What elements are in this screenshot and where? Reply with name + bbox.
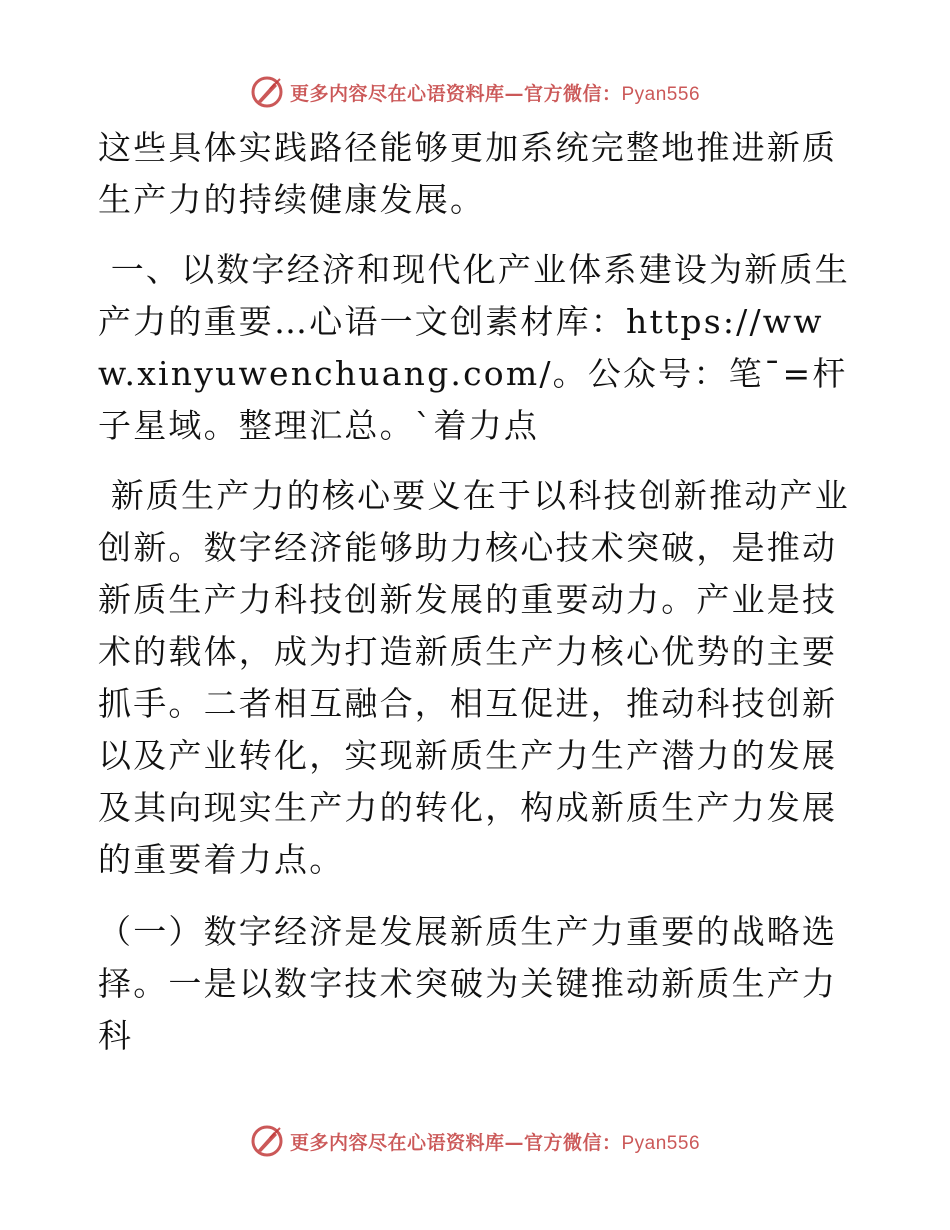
- watermark-text: 更多内容尽在心语资料库—官方微信：Pyan556: [289, 82, 701, 105]
- section-heading-1: 一、以数字经济和现代化产业体系建设为新质生产力的重要…心语一文创素材库：https://www.xinyuwenchuang.com/。公众号：笔¯=杆子星域。整理汇总。`着力点: [98, 250, 850, 445]
- feather-pen-logo-icon: [250, 1124, 284, 1158]
- watermark-wechat-id: Pyan556: [621, 1132, 701, 1154]
- watermark-header: [0, 72, 950, 112]
- paragraph-intro: 这些具体实践路径能够更加系统完整地推进新质生产力的持续健康发展。: [98, 128, 838, 219]
- watermark-wechat-id: Pyan556: [621, 83, 701, 105]
- watermark-text: 更多内容尽在心语资料库—官方微信：Pyan556: [289, 1131, 701, 1154]
- paragraph-body: 新质生产力的核心要义在于以科技创新推动产业创新。数字经济能够助力核心技术突破，是推动新质生产力科技创新发展的重要动力。产业是技术的载体，成为打造新质生产力核心优势的主要抓手。二者相互融合，相互促进，推动科技创新以及产业转化，实现新质生产力生产潜力的发展及其向现实生产力的转化，构成新质生产力发展的重要着力点。: [98, 476, 850, 879]
- document-body: [98, 122, 858, 1062]
- feather-pen-logo-icon: [250, 75, 284, 109]
- watermark-footer: [0, 1121, 950, 1161]
- subsection-heading-1: （一）数字经济是发展新质生产力重要的战略选择。一是以数字技术突破为关键推动新质生产力科: [98, 912, 838, 1055]
